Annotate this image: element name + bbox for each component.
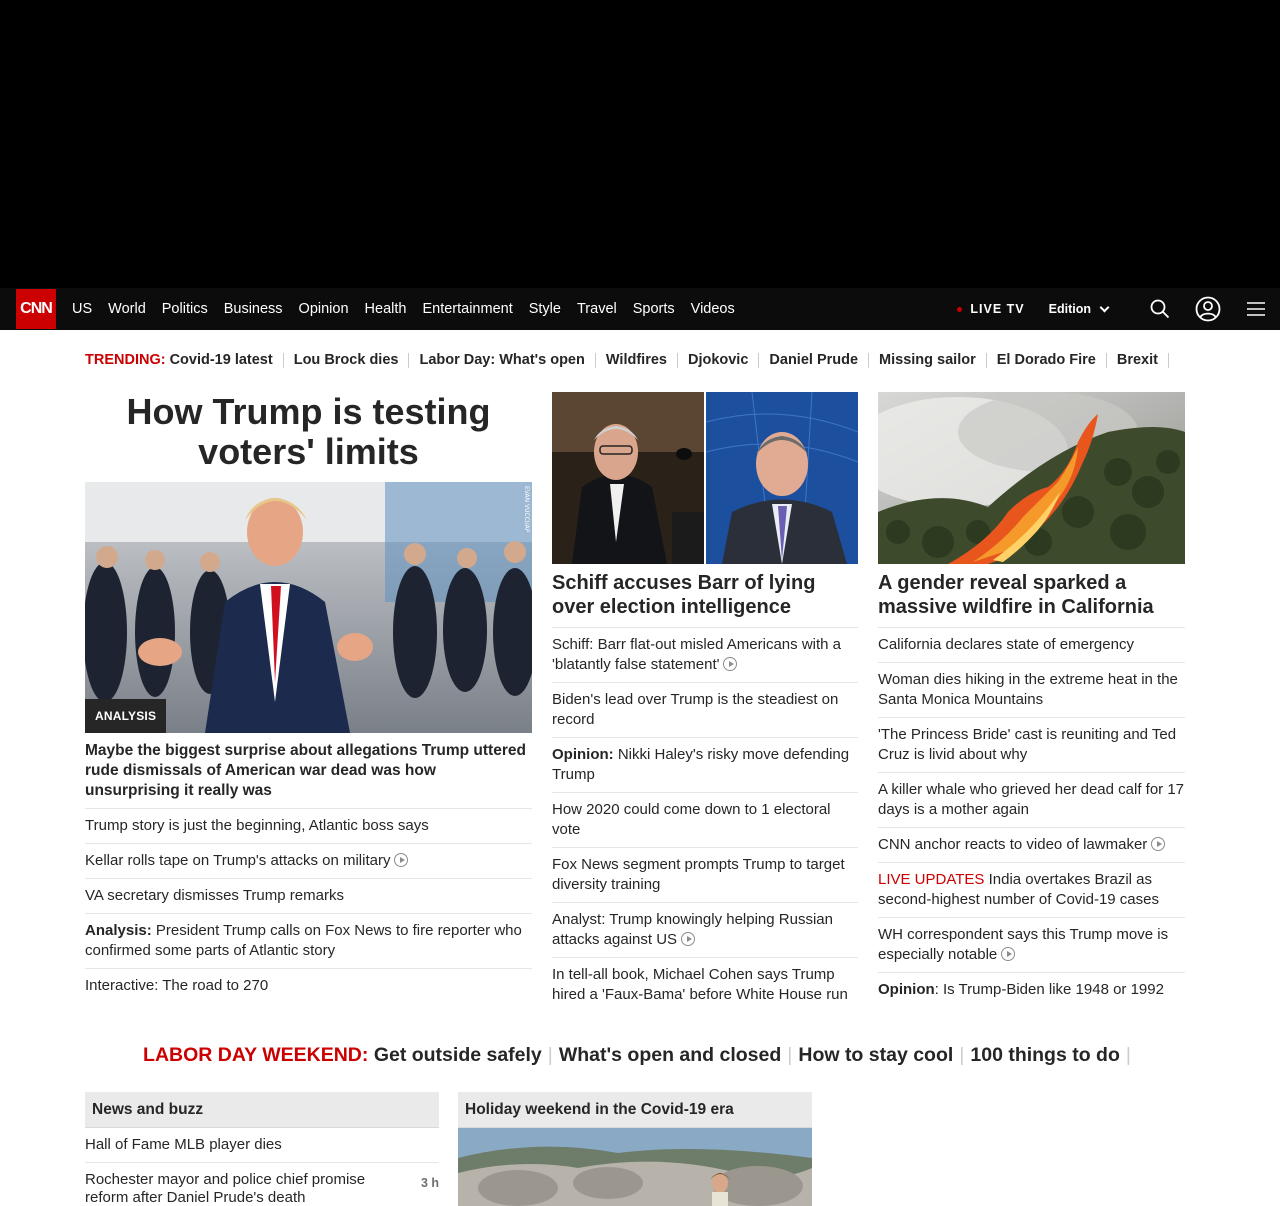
nav-link-videos[interactable]: Videos bbox=[690, 301, 735, 317]
separator: | bbox=[1125, 1044, 1131, 1066]
story-text: Schiff: Barr flat-out misled Americans with a 'blatantly false statement' bbox=[552, 636, 841, 673]
story-text: Trump story is just the beginning, Atlantic boss says bbox=[85, 817, 429, 834]
section-title: News and buzz bbox=[85, 1092, 439, 1128]
menu-button[interactable] bbox=[1232, 288, 1280, 330]
main-headline[interactable]: How Trump is testing voters' limits bbox=[126, 391, 491, 472]
trending-item[interactable]: Djokovic bbox=[678, 353, 759, 368]
story-text: India overtakes Brazil as second-highest number of Covid-19 cases bbox=[878, 871, 1159, 908]
live-updates-label: LIVE UPDATES bbox=[878, 871, 985, 888]
story-link[interactable] bbox=[552, 848, 858, 903]
news-and-buzz-section bbox=[85, 1092, 439, 1206]
nav-link-us[interactable]: US bbox=[72, 301, 93, 317]
top-story-column bbox=[85, 392, 532, 1003]
video-play-icon bbox=[723, 657, 737, 671]
story-text: California declares state of emergency bbox=[878, 636, 1134, 653]
story-link[interactable] bbox=[878, 628, 1185, 663]
story-prefix: Opinion bbox=[878, 981, 935, 998]
trump-press-photo bbox=[85, 482, 532, 733]
story-text: : Is Trump-Biden like 1948 or 1992 bbox=[934, 981, 1164, 998]
story-text: WH correspondent says this Trump move is especially notable bbox=[878, 926, 1169, 963]
story-prefix: Analysis: bbox=[85, 922, 152, 939]
nav-link-politics[interactable]: Politics bbox=[161, 301, 208, 317]
story-link[interactable] bbox=[85, 809, 532, 844]
hero-image[interactable] bbox=[85, 482, 532, 733]
trending-item[interactable]: El Dorado Fire bbox=[987, 353, 1107, 368]
labor-day-link[interactable]: How to stay cool bbox=[798, 1044, 954, 1066]
story-text: President Trump calls on Fox News to fire reporter who confirmed some parts of Atlantic story bbox=[85, 922, 522, 959]
news-item-time: 3 h bbox=[420, 1176, 439, 1190]
story-link[interactable] bbox=[878, 973, 1185, 1007]
story-link[interactable] bbox=[878, 918, 1185, 973]
trending-item[interactable]: Labor Day: What's open bbox=[409, 353, 595, 368]
nav-link-travel[interactable]: Travel bbox=[576, 301, 617, 317]
story-text: In tell-all book, Michael Cohen says Trump hired a 'Faux-Bama' before White House run bbox=[552, 966, 848, 1003]
story-link[interactable] bbox=[552, 738, 858, 793]
story-link[interactable] bbox=[878, 718, 1185, 773]
holiday-image[interactable] bbox=[458, 1128, 812, 1206]
story-link[interactable] bbox=[552, 903, 858, 958]
live-tv-link[interactable] bbox=[957, 302, 1024, 316]
story-text: Analyst: Trump knowingly helping Russian attacks against US bbox=[552, 911, 833, 948]
nav-links bbox=[64, 288, 743, 330]
nav-right-controls bbox=[957, 288, 1280, 330]
separator: | bbox=[787, 1044, 793, 1066]
coastal-hike-photo bbox=[458, 1128, 812, 1206]
trending-item[interactable]: Brexit bbox=[1107, 353, 1169, 368]
trending-item[interactable]: Wildfires bbox=[596, 353, 678, 368]
labor-day-label: LABOR DAY WEEKEND: bbox=[143, 1044, 369, 1066]
trending-item[interactable]: Missing sailor bbox=[869, 353, 987, 368]
wildfire-photo bbox=[878, 392, 1185, 564]
svg-text:EVAN VUCCI/AP: EVAN VUCCI/AP bbox=[523, 486, 530, 533]
story-link[interactable] bbox=[552, 793, 858, 848]
wildfire-column bbox=[878, 392, 1185, 1007]
story-text: Biden's lead over Trump is the steadiest on record bbox=[552, 691, 839, 728]
user-account-icon bbox=[1195, 296, 1221, 322]
story-link[interactable] bbox=[85, 969, 532, 1003]
labor-day-link[interactable]: 100 things to do bbox=[970, 1044, 1120, 1066]
video-play-icon bbox=[394, 853, 408, 867]
labor-day-link[interactable]: What's open and closed bbox=[558, 1044, 782, 1066]
news-item-text: Hall of Fame MLB player dies bbox=[85, 1136, 282, 1153]
barr-schiff-image[interactable] bbox=[552, 392, 858, 564]
live-dot-icon bbox=[957, 307, 962, 312]
story-link[interactable] bbox=[85, 879, 532, 914]
story-link[interactable] bbox=[878, 773, 1185, 828]
nav-link-sports[interactable]: Sports bbox=[632, 301, 675, 317]
story-prefix: Opinion: bbox=[552, 746, 614, 763]
story-text: CNN anchor reacts to video of lawmaker bbox=[878, 836, 1148, 853]
story-text: VA secretary dismisses Trump remarks bbox=[85, 887, 344, 904]
story-link[interactable] bbox=[878, 828, 1185, 863]
search-button[interactable] bbox=[1136, 288, 1184, 330]
video-play-icon bbox=[1151, 837, 1165, 851]
story-link[interactable] bbox=[85, 844, 532, 879]
nav-link-style[interactable]: Style bbox=[528, 301, 561, 317]
story-text: Nikki Haley's risky move defending Trump bbox=[552, 746, 850, 783]
story-text: How 2020 could come down to 1 electoral vote bbox=[552, 801, 831, 838]
story-link[interactable] bbox=[552, 958, 858, 1012]
cnn-logo[interactable]: CNN bbox=[16, 289, 56, 329]
story-text: Interactive: The road to 270 bbox=[85, 977, 269, 994]
barr-schiff-photo bbox=[552, 392, 858, 564]
search-icon bbox=[1150, 299, 1170, 319]
nav-link-entertainment[interactable]: Entertainment bbox=[422, 301, 513, 317]
trending-label: TRENDING: bbox=[85, 352, 166, 368]
labor-day-band bbox=[0, 1044, 1280, 1067]
section-title: Holiday weekend in the Covid-19 era bbox=[458, 1092, 812, 1128]
advertisement-area bbox=[0, 0, 1280, 288]
story-text: Fox News segment prompts Trump to target diversity training bbox=[552, 856, 845, 893]
nav-link-business[interactable]: Business bbox=[223, 301, 283, 317]
video-play-icon bbox=[1001, 947, 1015, 961]
nav-link-health[interactable]: Health bbox=[364, 301, 407, 317]
story-link[interactable] bbox=[552, 628, 858, 683]
story-text: 'The Princess Bride' cast is reuniting and Ted Cruz is livid about why bbox=[878, 726, 1177, 763]
separator: | bbox=[547, 1044, 553, 1066]
top-navigation-bar bbox=[0, 288, 1280, 330]
nav-link-world[interactable]: World bbox=[108, 301, 146, 317]
video-play-icon bbox=[681, 932, 695, 946]
story-link[interactable] bbox=[85, 914, 532, 969]
news-item[interactable] bbox=[85, 1128, 439, 1163]
trending-bar bbox=[85, 350, 1169, 370]
story-text: Kellar rolls tape on Trump's attacks on military bbox=[85, 852, 391, 869]
story-text: Woman dies hiking in the extreme heat in the Santa Monica Mountains bbox=[878, 671, 1178, 708]
trending-item[interactable]: Lou Brock dies bbox=[284, 353, 410, 368]
hamburger-menu-icon bbox=[1246, 301, 1266, 317]
story-link[interactable] bbox=[878, 863, 1185, 918]
edition-selector[interactable] bbox=[1049, 302, 1108, 316]
nav-link-opinion[interactable]: Opinion bbox=[298, 301, 349, 317]
live-tv-label: LIVE TV bbox=[970, 302, 1025, 316]
wildfire-headline[interactable]: A gender reveal sparked a massive wildfire in California bbox=[878, 571, 1185, 628]
separator: | bbox=[959, 1044, 965, 1066]
story-text: A killer whale who grieved her dead calf for 17 days is a mother again bbox=[878, 781, 1185, 818]
edition-label: Edition bbox=[1048, 302, 1091, 316]
lead-story-link[interactable]: Maybe the biggest surprise about allegations Trump uttered rude dismissals of American war dead was how unsurprising it really was bbox=[85, 741, 532, 809]
labor-day-link[interactable]: Get outside safely bbox=[373, 1044, 542, 1066]
story-link[interactable] bbox=[878, 663, 1185, 718]
story-link[interactable] bbox=[552, 683, 858, 738]
schiff-barr-headline[interactable]: Schiff accuses Barr of lying over election intelligence bbox=[552, 571, 858, 628]
holiday-weekend-section bbox=[458, 1092, 812, 1206]
chevron-down-icon bbox=[1100, 302, 1110, 312]
trending-item[interactable]: Covid-19 latest bbox=[170, 353, 284, 368]
wildfire-image[interactable] bbox=[878, 392, 1185, 564]
account-button[interactable] bbox=[1184, 288, 1232, 330]
trending-item[interactable]: Daniel Prude bbox=[759, 353, 869, 368]
analysis-badge: ANALYSIS bbox=[85, 699, 166, 733]
schiff-barr-column bbox=[552, 392, 858, 1012]
news-item[interactable] bbox=[85, 1163, 439, 1206]
news-item-text: Rochester mayor and police chief promise reform after Daniel Prude's death bbox=[85, 1171, 366, 1206]
